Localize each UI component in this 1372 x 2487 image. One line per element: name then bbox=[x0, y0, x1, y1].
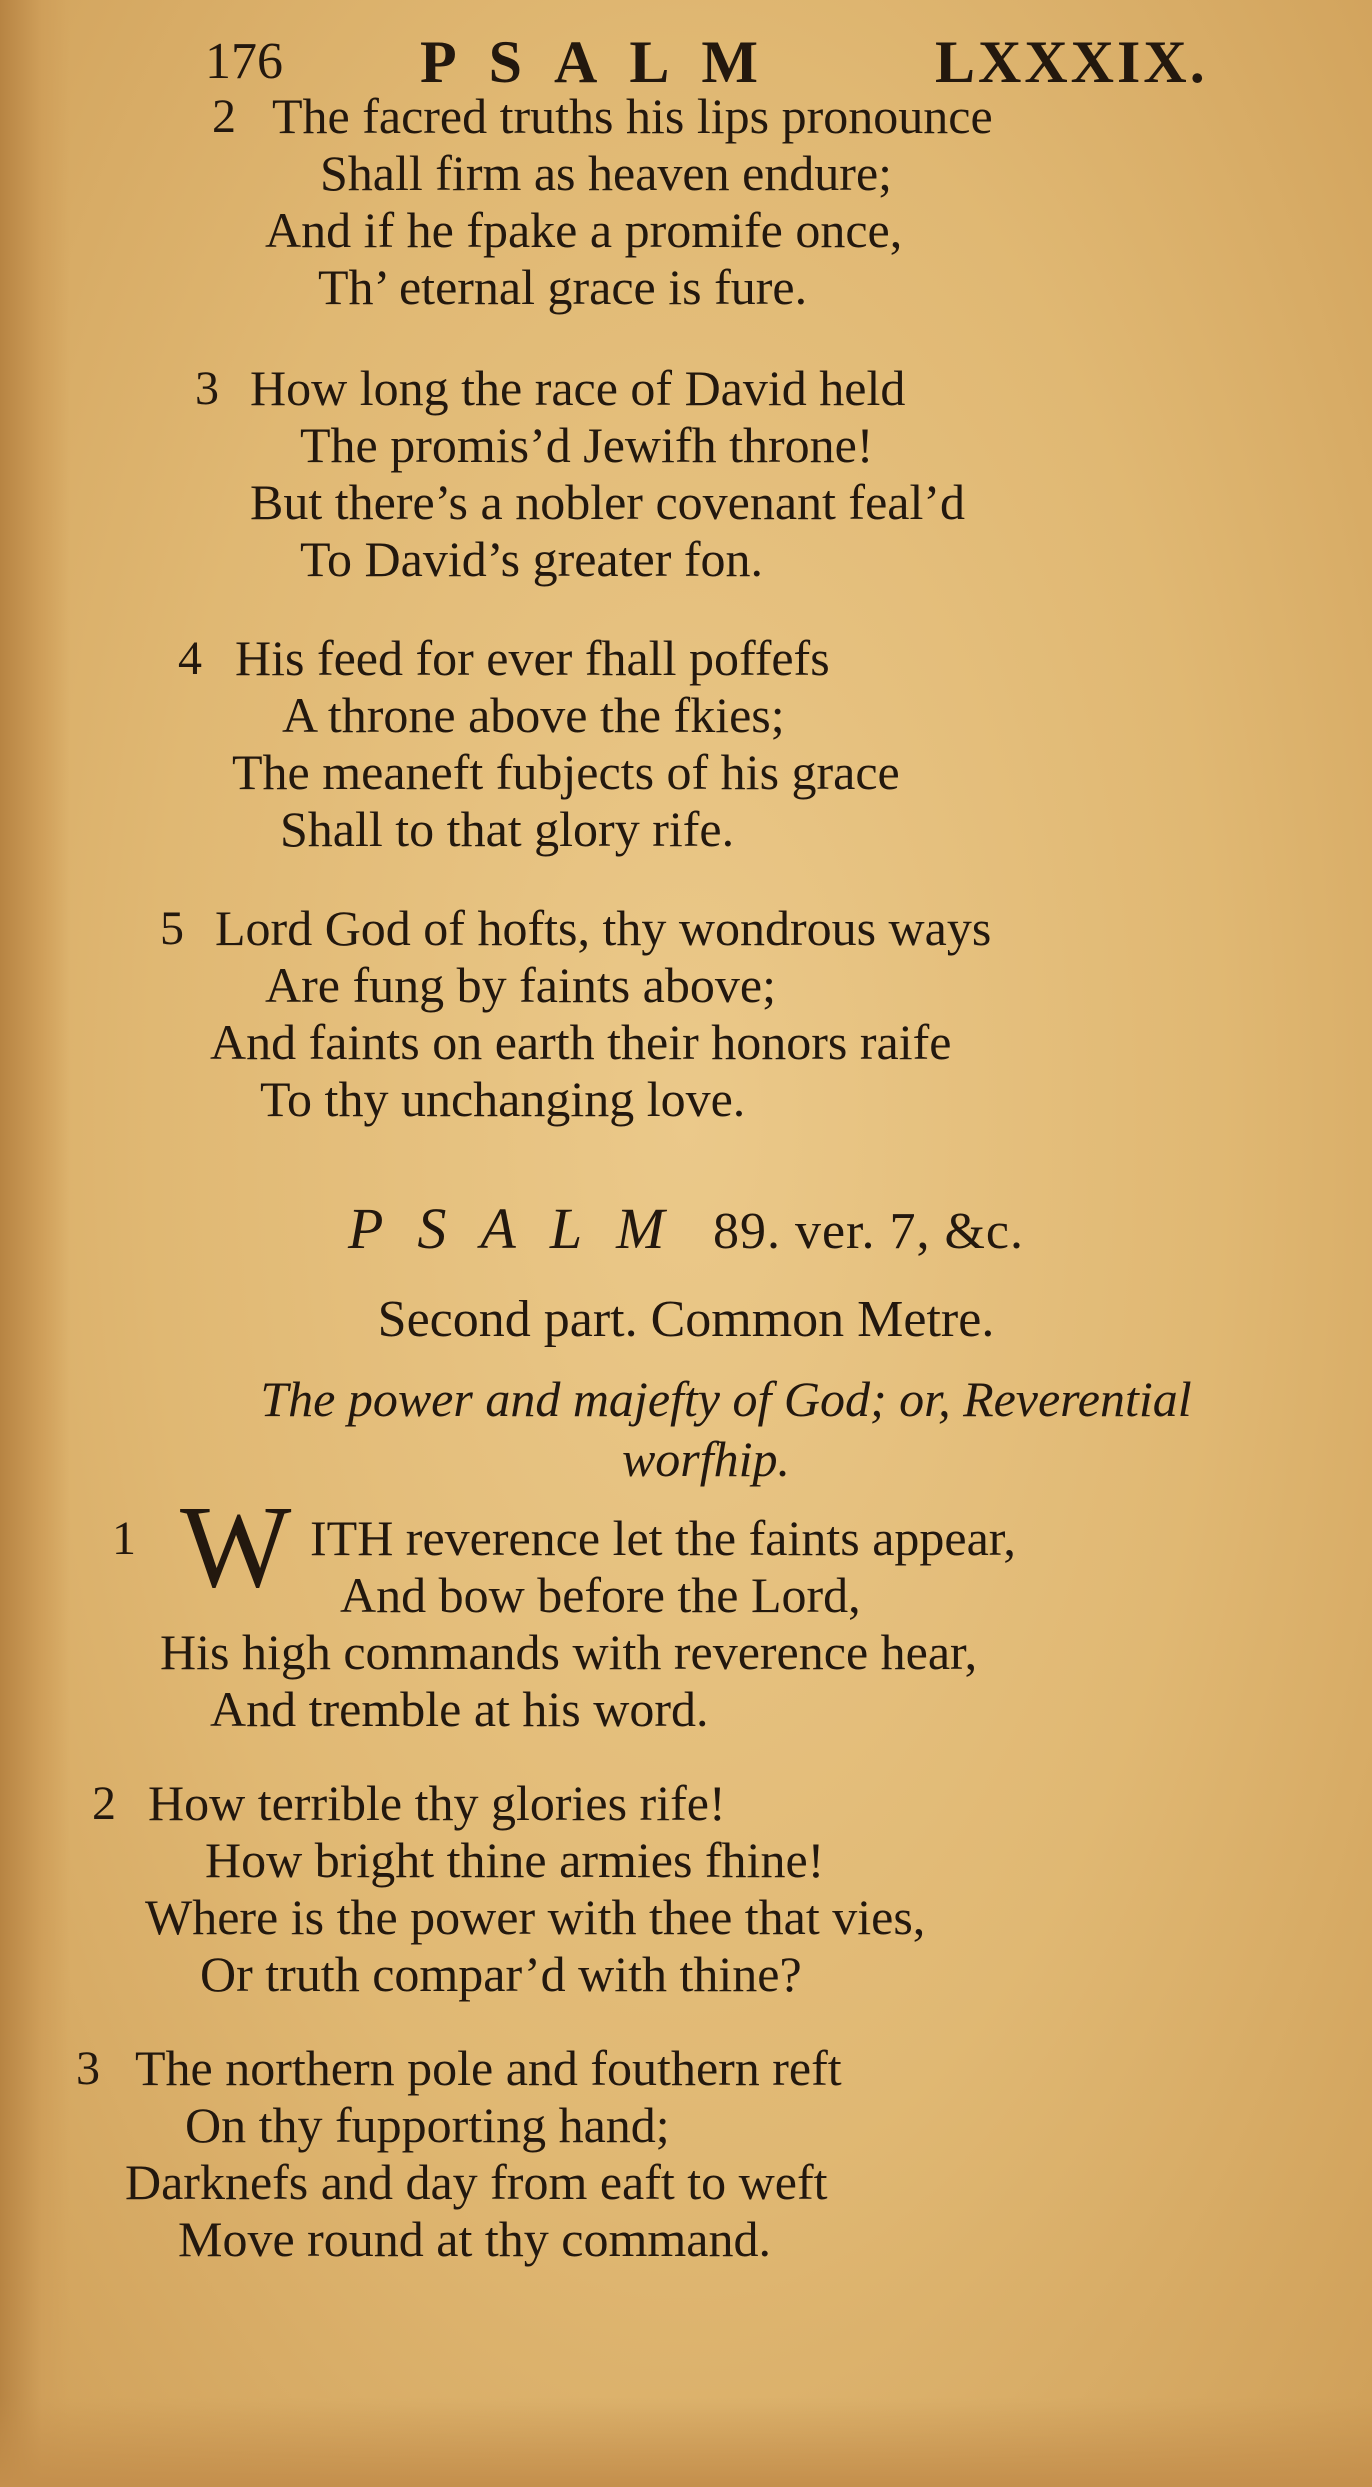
verse-line: But there’s a nobler covenant feal’d bbox=[250, 474, 965, 530]
page-bottom-edge bbox=[0, 2397, 1372, 2487]
verse-line: How terrible thy glories rife! bbox=[148, 1775, 726, 1831]
psalm-heading bbox=[0, 1195, 1372, 1262]
drop-cap: W bbox=[180, 1481, 292, 1612]
verse-line: The promis’d Jewifh throne! bbox=[300, 417, 874, 473]
verse-line: Shall firm as heaven endure; bbox=[320, 145, 893, 201]
verse-5 bbox=[0, 900, 1372, 1170]
verse-1 bbox=[0, 1481, 1372, 1780]
verse-2 bbox=[0, 88, 1372, 358]
psalm-argument-line-1: The power and majefty of God; or, Reverential bbox=[260, 1371, 1192, 1427]
verse-line: Are fung by faints above; bbox=[265, 957, 776, 1013]
verse-line: Shall to that glory rife. bbox=[280, 801, 735, 857]
verse-number: 2 bbox=[92, 1777, 116, 1830]
verse-line: His feed for ever fhall poffefs bbox=[235, 630, 830, 686]
verse-3 bbox=[0, 360, 1372, 630]
verse-line: On thy fupporting hand; bbox=[185, 2097, 670, 2153]
verse-line: And tremble at his word. bbox=[210, 1681, 709, 1737]
verse-line: ITH reverence let the faints appear, bbox=[310, 1510, 1016, 1566]
verse-line: And if he fpake a promife once, bbox=[265, 202, 903, 258]
verse-line: Where is the power with thee that vies, bbox=[145, 1889, 926, 1945]
verse-line: To David’s greater fon. bbox=[300, 531, 764, 587]
verse-number: 3 bbox=[195, 362, 219, 415]
verse-line: To thy unchanging love. bbox=[260, 1071, 746, 1127]
verse-line: Th’ eternal grace is fure. bbox=[318, 259, 808, 315]
psalm-argument-line-2: worfhip. bbox=[621, 1431, 791, 1487]
verse-line: Lord God of hofts, thy wondrous ways bbox=[215, 900, 992, 956]
verse-line: A throne above the fkies; bbox=[282, 687, 785, 743]
verse-line: Or truth compar’d with thine? bbox=[200, 1946, 802, 2002]
verse-line: Darknefs and day from eaft to weft bbox=[125, 2154, 828, 2210]
verse-2b bbox=[0, 1775, 1372, 2045]
psalm-subheading: Second part. Common Metre. bbox=[377, 1291, 995, 1348]
verse-line: The northern pole and fouthern reft bbox=[135, 2040, 842, 2096]
verse-line: How long the race of David held bbox=[250, 360, 906, 416]
verse-number: 2 bbox=[212, 90, 236, 143]
verse-number: 4 bbox=[178, 632, 202, 685]
verse-line: And faints on earth their honors raife bbox=[210, 1014, 952, 1070]
verse-4 bbox=[0, 630, 1372, 900]
verse-number: 1 bbox=[112, 1512, 136, 1565]
verse-line: His high commands with reverence hear, bbox=[160, 1624, 978, 1680]
verse-line: How bright thine armies fhine! bbox=[205, 1832, 825, 1888]
verse-number: 5 bbox=[160, 902, 184, 955]
verse-line: And bow before the Lord, bbox=[340, 1567, 861, 1623]
header-psalm-number: LXXXIX. bbox=[935, 29, 1208, 95]
psalm-heading-reference: 89. ver. 7, &c. bbox=[712, 1203, 1024, 1260]
verse-number: 3 bbox=[76, 2042, 100, 2095]
page-number: 176 bbox=[205, 33, 283, 90]
verse-3b bbox=[0, 2040, 1372, 2310]
header-title: PSALM bbox=[420, 29, 790, 95]
verse-line: The meaneft fubjects of his grace bbox=[232, 744, 900, 800]
verse-line: The facred truths his lips pronounce bbox=[272, 88, 993, 144]
verse-line: Move round at thy command. bbox=[178, 2211, 771, 2267]
psalm-heading-word: PSALM bbox=[348, 1196, 699, 1261]
